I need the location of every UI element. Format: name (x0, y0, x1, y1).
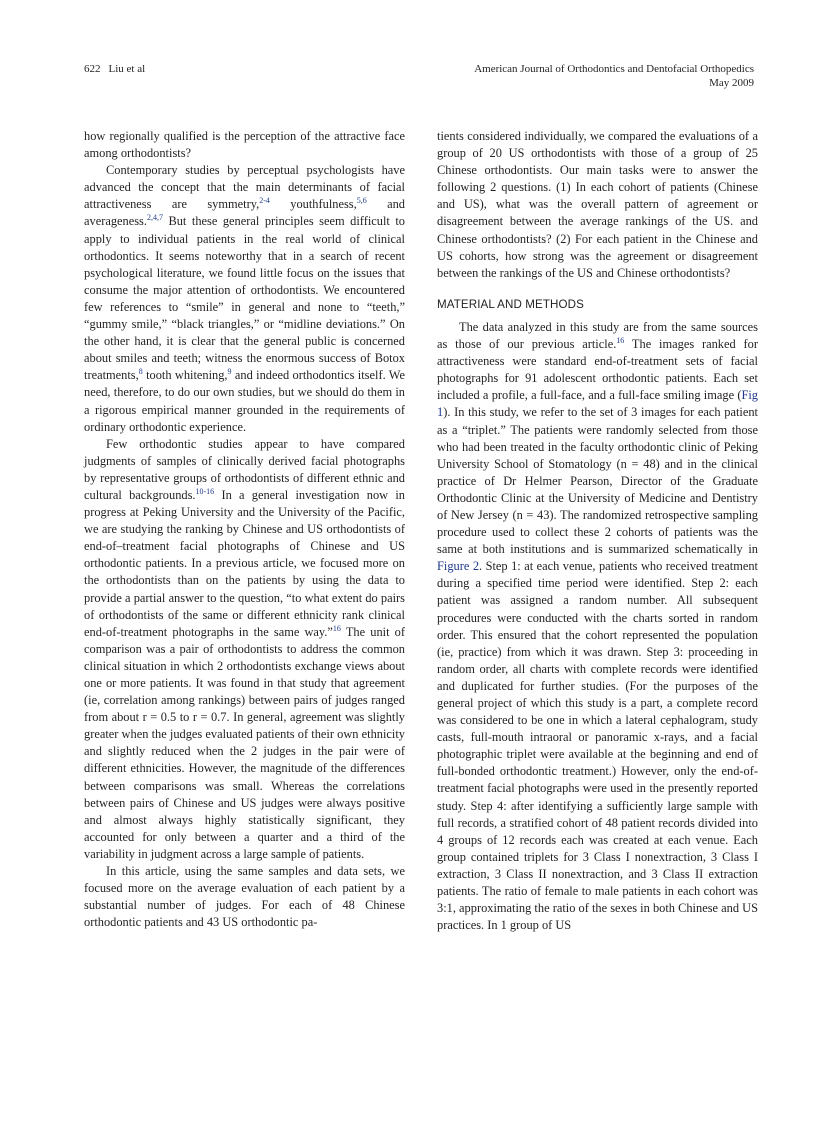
paragraph: how regionally qualified is the perception of the attractive face among orthodontists? (84, 129, 405, 161)
running-head-authors: Liu et al (108, 63, 146, 75)
paragraph (84, 436, 405, 863)
paragraph: In this article, using the same samples and data sets, we focused more on the average evaluation of each patient by a substantial number of judges. For each of 48 Chinese orthodontic patients and 43 US orthodontic pa- (84, 864, 405, 930)
page-number: 622 (84, 63, 101, 75)
paragraph-text: The data analyzed in this study are from the same sources as those of our previous article. (437, 319, 758, 352)
citation-link[interactable]: 5,6 (356, 196, 367, 206)
paragraph-text: and indeed orthodontics itself. We need, therefore, to do our own studies, but we should do them in a rigorous empirical manner grounded in the requirements of ordinary orthodontic experience. (84, 368, 405, 434)
paragraph: tients considered individually, we compared the evaluations of a group of 20 US orthodontists with those of a group of 25 Chinese orthodontists. Our main tasks were to answer the following 2 questions. (1) In each cohort of patients (Chinese and US), what was the overall pattern of agreement or disagreement between the average rankings of the US. and Chinese orthodontists? (2) For each patient in the Chinese and US cohorts, how strong was the agreement or disagreement between the rankings of the US and Chinese orthodontists? (437, 129, 758, 280)
paragraph-text: The images ranked for attractiveness were standard end-of-treatment sets of facial photographs for 91 adolescent orthodontic patients. Each set included a profile, a full-face, and a full-face smiling image ( (437, 337, 758, 403)
paragraph (437, 319, 758, 934)
running-head-right (474, 62, 754, 90)
journal-title: American Journal of Orthodontics and Dentofacial Orthopedics (474, 63, 754, 75)
paragraph-text: The unit of comparison was a pair of orthodontists to address the common clinical situation in which 2 orthodontists exchange views about one or more patients. It was found in that study that agreement (ie, correlation among rankings) between pairs of judges ranged from about r = 0.5 to r = 0.7. In general, agreement was slightly greater when the judges evaluated patients of their own ethnicity and slightly reduced when the 2 judges in the pair were of different ethnicities. However, the magnitude of the differences between comparisons was small. Whereas the correlations between pairs of Chinese and US judges were always positive and almost always highly statistically significant, they accounted for only between a quarter and a third of the variability in judgment across a large sample of patients. (84, 624, 405, 861)
figure-2-link[interactable]: Figure 2 (437, 559, 480, 574)
paragraph-text: Contemporary studies by perceptual psychologists have advanced the concept that the main determinants of facial attractiveness are symmetry, (84, 163, 405, 212)
citation-link[interactable]: 2,4,7 (146, 213, 163, 223)
paragraph-text: Few orthodontic studies appear to have compared judgments of samples of clinically derived facial photographs by representative groups of orthodontists of different ethnic and cultural backgrounds. (84, 436, 405, 502)
left-column (84, 128, 405, 931)
citation-link[interactable]: 10-16 (195, 486, 215, 496)
citation-link[interactable]: 2-4 (259, 196, 270, 206)
citation-link[interactable]: 8 (138, 367, 143, 377)
running-head-left (84, 62, 145, 76)
citation-link[interactable]: 16 (332, 623, 341, 633)
right-column (437, 128, 758, 934)
paragraph-text: youthfulness, (269, 197, 357, 212)
citation-link[interactable]: 9 (227, 367, 232, 377)
issue-date: May 2009 (709, 77, 754, 89)
paragraph-text: tooth whitening, (142, 368, 228, 383)
paragraph-text: But these general principles seem difficult to apply to individual patients in the real world of clinical orthodontics. It seems noteworthy that in a search of recent psychological literature, we found little focus on the issues that consume the major attention of orthodontists. We encountered few references to “smile” in general and none to “teeth,” “gummy smile,” “black triangles,” or “midline deviations.” On the other hand, it is clear that the general public is concerned about smiles and teeth; witness the enormous success of Botox treatments, (84, 214, 405, 383)
paragraph-text: . Step 1: at each venue, patients who received treatment during a specified time period were identified. Step 2: each patient was assigned a random number. All subsequent procedures were conducted with the charts sorted in random order. This ensured that the cohort represented the population (ie, practice) from which it was drawn. Step 3: proceeding in random order, all charts with complete records were identified and duplicated for further studies. (For the purposes of the general project of which this study is a part, a complete record was considered to be one in which a lateral cephalogram, study casts, full-mouth intraoral or panoramic x-rays, and a facial photographic triplet were available at the beginning and end of full-bonded orthodontic treatment.) However, only the end-of-treatment facial photographs were used in the presently reported study. Step 4: after identifying a sufficiently large sample with full records, a stratified cohort of 48 patient records divided into 4 groups of 12 records each was created at each venue. Each group contained triplets for 3 Class I nonextraction, 3 Class I extraction, 3 Class II nonextraction, and 3 Class II extraction patients. The ratio of female to male patients in each cohort was 3:1, approximating the ratio of the sexes in both Chinese and US practices. In 1 group of US (437, 559, 758, 933)
citation-link[interactable]: 16 (616, 336, 625, 346)
figure-1-link[interactable]: Fig 1 (437, 388, 758, 420)
paragraph-text: ). In this study, we refer to the set of 3 images for each patient as a “triplet.” The patients were randomly selected from those who had been treated in the faculty orthodontic clinic of Peking University School of Stomatology (n = 48) and in the clinical practice of Dr Helmer Pearson, Director of the Graduate Orthodontic Clinic at the University of Medicine and Dentistry of New Jersey (n = 43). The randomized retrospective sampling procedure used to collect these 2 cohorts of patients was the same at both institutions and is summarized schematically in (437, 405, 758, 557)
section-heading: MATERIAL AND METHODS (437, 297, 584, 311)
paragraph-text: In a general investigation now in progress at Peking University and the University of the Pacific, we are studying the ranking by Chinese and US orthodontists of end-of–treatment facial photographs of Chinese and US orthodontic patients. In a previous article, we focused more on the orthodontists than on the patients by using the data to provide a partial answer to the question, “to what extent do pairs of orthodontists of the same or different ethnicity rank clinical end-of-treatment photographs in the same way.” (84, 487, 405, 639)
paragraph (84, 162, 405, 436)
paragraph-text: and averageness. (84, 197, 405, 229)
